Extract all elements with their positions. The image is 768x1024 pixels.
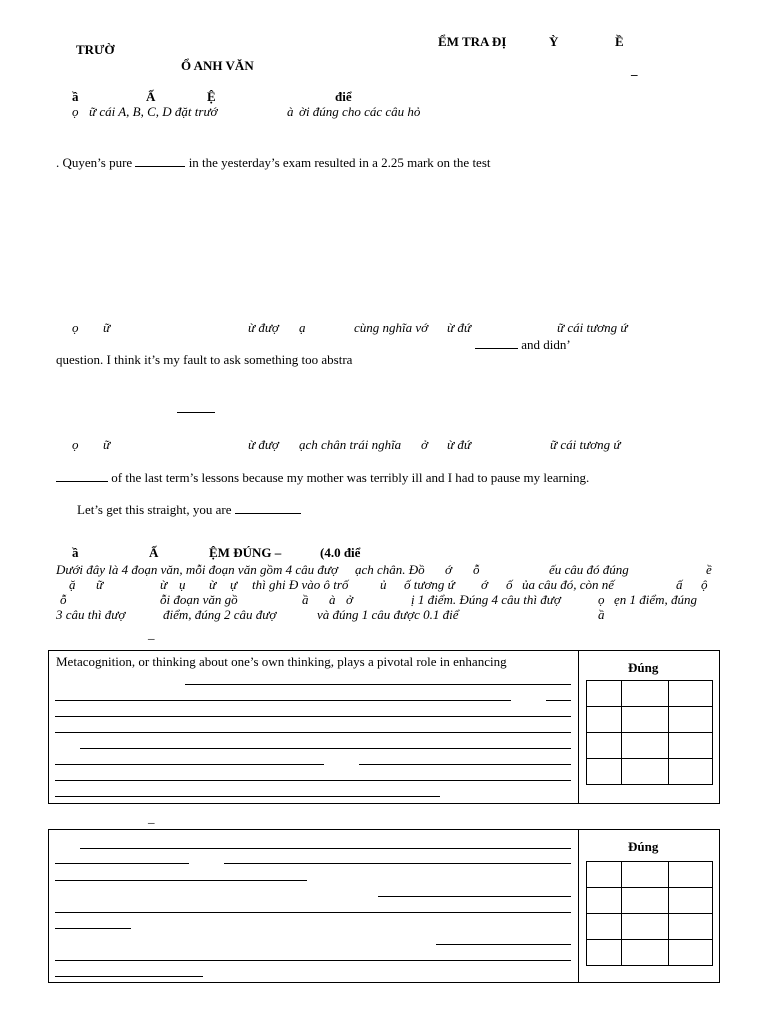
part4-line1-c: ớ (445, 562, 452, 577)
part4-line3-e: ở (346, 592, 353, 607)
text-line (80, 848, 571, 849)
part4-line2-k: ố (506, 577, 513, 592)
text-line (55, 716, 571, 717)
answer-cell[interactable] (587, 888, 622, 914)
part4-line2-j: ớ (481, 577, 488, 592)
text-line (55, 976, 203, 977)
part3-frag-1: ọ (72, 437, 79, 452)
passage2-label-dash: _ (148, 810, 155, 825)
part3-frag-2: ữ (103, 437, 111, 452)
part2-frag-6: ừ đứ (447, 320, 471, 335)
part1-instruction-d: ời đúng cho các câu hỏ (299, 104, 421, 119)
passage1-answer-grid (586, 680, 713, 785)
part4-heading-a: ầ (72, 545, 79, 560)
part2-frag-5: cùng nghĩa vớ (354, 320, 429, 335)
part3-question-1-text: of the last term’s lessons because my mother was terribly ill and I had to pause my learning. (108, 470, 590, 485)
part4-heading-d: (4.0 điể (320, 545, 361, 560)
part1-question (56, 154, 491, 171)
passage2-answer-grid (586, 861, 713, 966)
text-line (224, 863, 571, 864)
passage1-divider (578, 651, 579, 803)
part4-line2-c: ừ (160, 577, 168, 592)
grid-row (587, 888, 713, 914)
part3-question-2 (77, 501, 301, 518)
part4-line3-h: ẹn 1 điểm, đúng (614, 592, 698, 607)
answer-cell[interactable] (669, 733, 713, 759)
text-line (359, 764, 571, 765)
part4-line3-b: ỗi đoạn văn gồ (160, 592, 238, 607)
part4-line4-d: ầ (598, 607, 605, 622)
part2-underline (177, 412, 215, 413)
answer-blank (235, 501, 301, 514)
answer-cell[interactable] (669, 759, 713, 785)
answer-cell[interactable] (622, 888, 669, 914)
answer-cell[interactable] (622, 681, 669, 707)
part3-frag-3: ừ đượ (248, 437, 279, 452)
answer-cell[interactable] (622, 733, 669, 759)
text-line (80, 748, 571, 749)
text-line (55, 912, 571, 913)
grid-row (587, 707, 713, 733)
part1-heading-d: điể (335, 89, 352, 104)
text-line (436, 944, 571, 945)
answer-cell[interactable] (669, 940, 713, 966)
part3-question-1 (56, 469, 589, 486)
answer-cell[interactable] (587, 707, 622, 733)
answer-cell[interactable] (669, 707, 713, 733)
answer-cell[interactable] (587, 759, 622, 785)
part4-line2-m: ấ (676, 577, 683, 592)
passage1-label-dash: _ (148, 626, 155, 641)
part4-line3-g: ọ (598, 592, 605, 607)
part2-frag-1: ọ (72, 320, 79, 335)
part4-line3-a: ỗ (60, 592, 67, 607)
passage2-divider (578, 830, 579, 982)
answer-cell[interactable] (587, 940, 622, 966)
underlined-word (475, 336, 518, 349)
answer-cell[interactable] (587, 681, 622, 707)
answer-cell[interactable] (669, 862, 713, 888)
part3-question-2-text: Let’s get this straight, you are (77, 502, 235, 517)
answer-cell[interactable] (587, 914, 622, 940)
answer-blank (135, 154, 185, 167)
part4-heading-c: ỆM ĐÚNG – (209, 545, 282, 560)
part2-frag-4: ạ (299, 320, 306, 335)
part1-heading-c: Ệ (207, 89, 216, 104)
part4-line1-b: ạch chân. Đồ (355, 562, 425, 577)
answer-cell[interactable] (669, 888, 713, 914)
part4-line2-h: ủ (380, 577, 387, 592)
part4-line3-f: ị 1 điểm. Đúng 4 câu thì đượ (411, 592, 561, 607)
part3-frag-4: ạch chân trái nghĩa (299, 437, 402, 452)
grid-row (587, 940, 713, 966)
text-line (55, 880, 307, 881)
part4-line1-e: ếu câu đó đúng (549, 562, 629, 577)
part4-line2-f: ự (230, 577, 238, 592)
part4-line3-c: ầ (302, 592, 309, 607)
part2-question-line1 (475, 336, 571, 353)
part1-instruction-c: à (287, 104, 294, 119)
passage1-text: Metacognition, or thinking about one’s own thinking, plays a pivotal role in enhancing (56, 654, 507, 669)
text-line (55, 764, 324, 765)
part4-line2-g: thì ghi Đ vào ô trố (252, 577, 349, 592)
passage2-grid-header: Đúng (628, 839, 659, 854)
part3-frag-7: ữ cái tương ứ (550, 437, 621, 452)
passage2-box (48, 829, 720, 983)
part1-heading-b: Ấ (146, 89, 156, 104)
part4-line4-b: điểm, đúng 2 câu đượ (163, 607, 277, 622)
text-line (55, 700, 511, 701)
text-line (55, 928, 131, 929)
part1-heading-a: ầ (72, 89, 79, 104)
part2-frag-2: ữ (103, 320, 111, 335)
text-line (185, 684, 571, 685)
school-name: TRƯỜ (76, 42, 115, 57)
part2-line1-text: and didn’ (518, 337, 571, 352)
part1-instruction-b: ữ cái A, B, C, D đặt trướ (89, 104, 218, 119)
part4-line1-d: ỗ (473, 562, 480, 577)
part4-line2-a: ặ (69, 577, 76, 592)
text-line (55, 780, 571, 781)
grid-row (587, 681, 713, 707)
exam-title-mid: Ỳ (549, 34, 559, 49)
part4-line4-c: và đúng 1 câu được 0.1 điể (317, 607, 459, 622)
part3-frag-5: ở (421, 437, 428, 452)
part4-line3-d: à (329, 592, 336, 607)
exam-title-right: Ề (615, 34, 624, 49)
answer-blank (56, 469, 108, 482)
answer-cell[interactable] (622, 862, 669, 888)
header-dash: _ (631, 62, 638, 77)
answer-cell[interactable] (587, 733, 622, 759)
part4-line1-a: Dưới đây là 4 đoạn văn, mỗi đoạn văn gồm 4 câu đượ (56, 562, 338, 577)
text-line (55, 796, 440, 797)
grid-row (587, 733, 713, 759)
part4-line2-n: ộ (701, 577, 708, 592)
part4-line2-b: ữ (96, 577, 104, 592)
part4-line2-d: ụ (179, 577, 186, 592)
part2-frag-7: ữ cái tương ứ (557, 320, 628, 335)
text-line (55, 863, 189, 864)
text-line (378, 896, 571, 897)
answer-cell[interactable] (622, 914, 669, 940)
answer-cell[interactable] (622, 759, 669, 785)
answer-cell[interactable] (622, 707, 669, 733)
answer-cell[interactable] (669, 681, 713, 707)
passage1-grid-header: Đúng (628, 660, 659, 675)
text-line (546, 700, 571, 701)
answer-cell[interactable] (669, 914, 713, 940)
part4-line2-e: ừ (209, 577, 217, 592)
part4-line4-a: 3 câu thì đượ (56, 607, 126, 622)
grid-row (587, 759, 713, 785)
part4-heading-b: Ấ (149, 545, 159, 560)
part2-question-line2: question. I think it’s my fault to ask something too abstra (56, 352, 353, 367)
part4-line2-l: ủa câu đó, còn nế (522, 577, 615, 592)
part4-line2-i: ố tương ứ (404, 577, 455, 592)
grid-row (587, 914, 713, 940)
answer-cell[interactable] (622, 940, 669, 966)
exam-title: ỂM TRA ĐỊ (438, 34, 507, 49)
passage1-box (48, 650, 720, 804)
part3-frag-6: ừ đứ (447, 437, 471, 452)
text-line (55, 960, 571, 961)
part1-question-start: . Quyen’s pure (56, 155, 136, 170)
part1-instruction-a: ọ (72, 104, 79, 119)
part4-line1-f: ề (706, 562, 712, 577)
part1-question-end: in the yesterday’s exam resulted in a 2.25 mark on the test (185, 155, 491, 170)
part2-frag-3: ừ đượ (248, 320, 279, 335)
grid-row (587, 862, 713, 888)
answer-cell[interactable] (587, 862, 622, 888)
subject-name: Ổ ANH VĂN (181, 58, 254, 73)
text-line (55, 732, 571, 733)
